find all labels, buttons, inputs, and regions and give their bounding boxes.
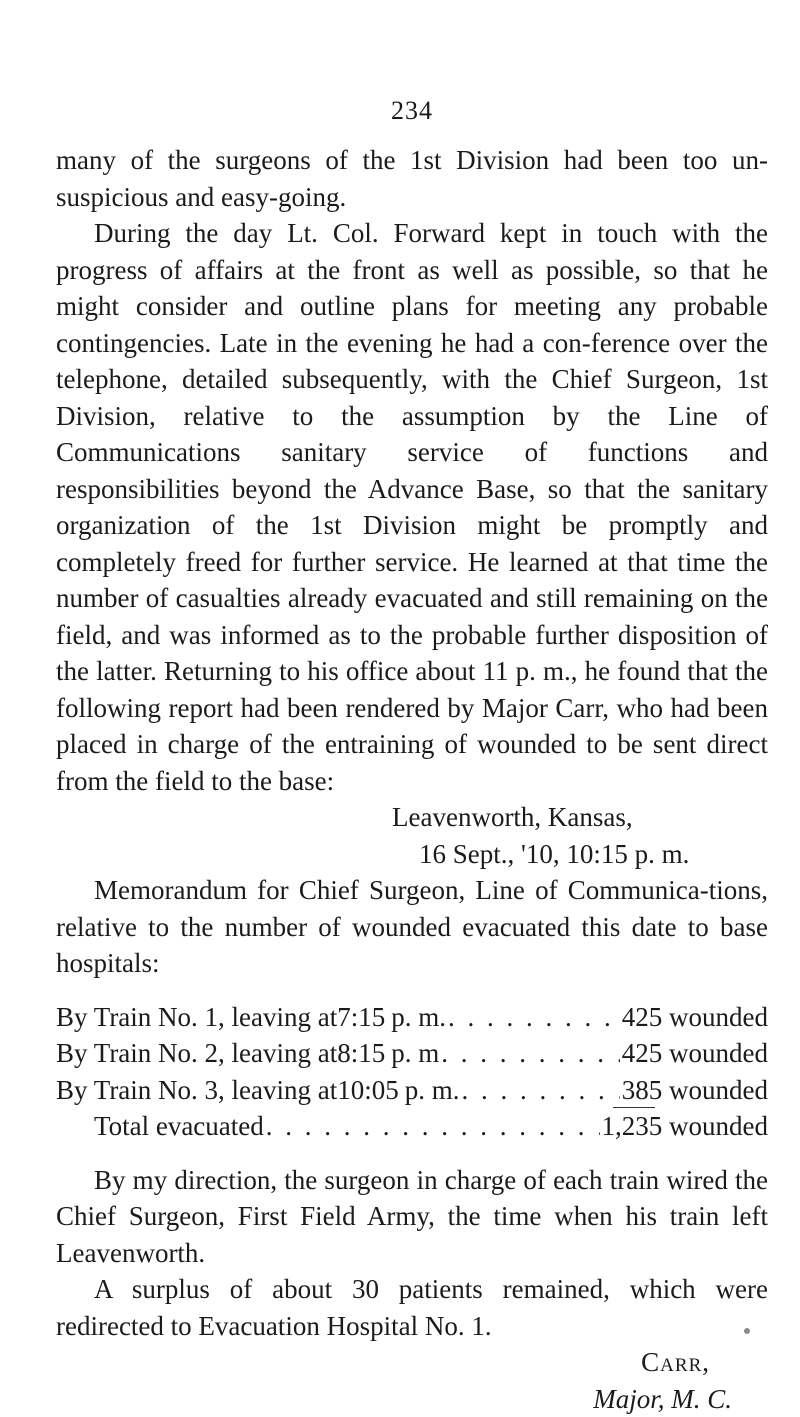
memo-dateline bbox=[392, 799, 768, 872]
paragraph-direction: By my direction, the surgeon in charge of each train wired the Chief Surgeon, First Field Army, the time when his train left Leavenworth. bbox=[56, 1162, 768, 1272]
paragraph-surplus: A surplus of about 30 patients remained, which were redirected to Evacuation Hospital No. 1. bbox=[56, 1271, 768, 1344]
train-label: By Train No. 2, leaving at bbox=[56, 1035, 337, 1072]
train-time: 8:15 bbox=[337, 1035, 391, 1072]
train-row-1 bbox=[56, 999, 768, 1036]
train-label: By Train No. 3, leaving at bbox=[56, 1072, 337, 1109]
train-list bbox=[56, 999, 768, 1145]
dateline-place: Leavenworth, Kansas, bbox=[392, 799, 768, 836]
signature-name: Carr, bbox=[56, 1344, 732, 1381]
train-label: By Train No. 1, leaving at bbox=[56, 999, 337, 1036]
train-time-unit: p. m. bbox=[405, 1072, 460, 1109]
paragraph-continuation: many of the surgeons of the 1st Division had been too un-suspicious and easy-going. bbox=[56, 142, 768, 215]
train-count: 425 wounded bbox=[622, 1035, 768, 1072]
paragraph-forward-conference: During the day Lt. Col. Forward kept in touch with the progress of affairs at the front as well as possible, so that he might consider and outline plans for meeting any probable contingencies. Late in the evening he had a con-ference over the telephone, detailed subsequently, with the Chief Surgeon, 1st Division, relative to the assumption by the Line of Communications sanitary service of functions and responsibilities beyond the Advance Base, so that the sanitary organization of the 1st Division might be promptly and completely freed for further service. He learned at that time the number of casualties already evacuated and still remaining on the field, and was informed as to the probable further disposition of the latter. Returning to his office about 11 p. m., he found that the following report had been rendered by Major Carr, who had been placed in charge of the entraining of wounded to be sent direct from the field to the base: bbox=[56, 215, 768, 799]
dot-leader bbox=[462, 1072, 620, 1109]
train-time: 7:15 bbox=[337, 999, 391, 1036]
ink-speck bbox=[744, 1328, 750, 1334]
train-count: 425 wounded bbox=[622, 999, 768, 1036]
train-row-3 bbox=[56, 1072, 768, 1109]
memo-heading: Memorandum for Chief Surgeon, Line of Communica-tions, relative to the number of wounded evacuated this date to base hospitals: bbox=[56, 872, 768, 982]
total-row bbox=[94, 1108, 768, 1145]
dot-leader bbox=[266, 1108, 600, 1145]
train-row-2 bbox=[56, 1035, 768, 1072]
train-time-unit: p. m. bbox=[391, 999, 446, 1036]
total-label: Total evacuated bbox=[94, 1108, 264, 1145]
train-count: 385 wounded bbox=[622, 1072, 768, 1109]
page-text bbox=[56, 142, 768, 1417]
train-time: 10:05 bbox=[337, 1072, 405, 1109]
dot-leader bbox=[441, 1035, 619, 1072]
dateline-date: 16 Sept., '10, 10:15 p. m. bbox=[392, 836, 768, 873]
book-page bbox=[56, 0, 768, 1371]
total-count: 1,235 wounded bbox=[602, 1108, 768, 1145]
total-rule bbox=[613, 1107, 655, 1108]
signature-rank: Major, M. C. bbox=[56, 1381, 732, 1417]
train-time-unit: p. m bbox=[391, 1035, 439, 1072]
page-number: 234 bbox=[56, 96, 768, 126]
memo-signature bbox=[56, 1344, 768, 1417]
dot-leader bbox=[448, 999, 620, 1036]
